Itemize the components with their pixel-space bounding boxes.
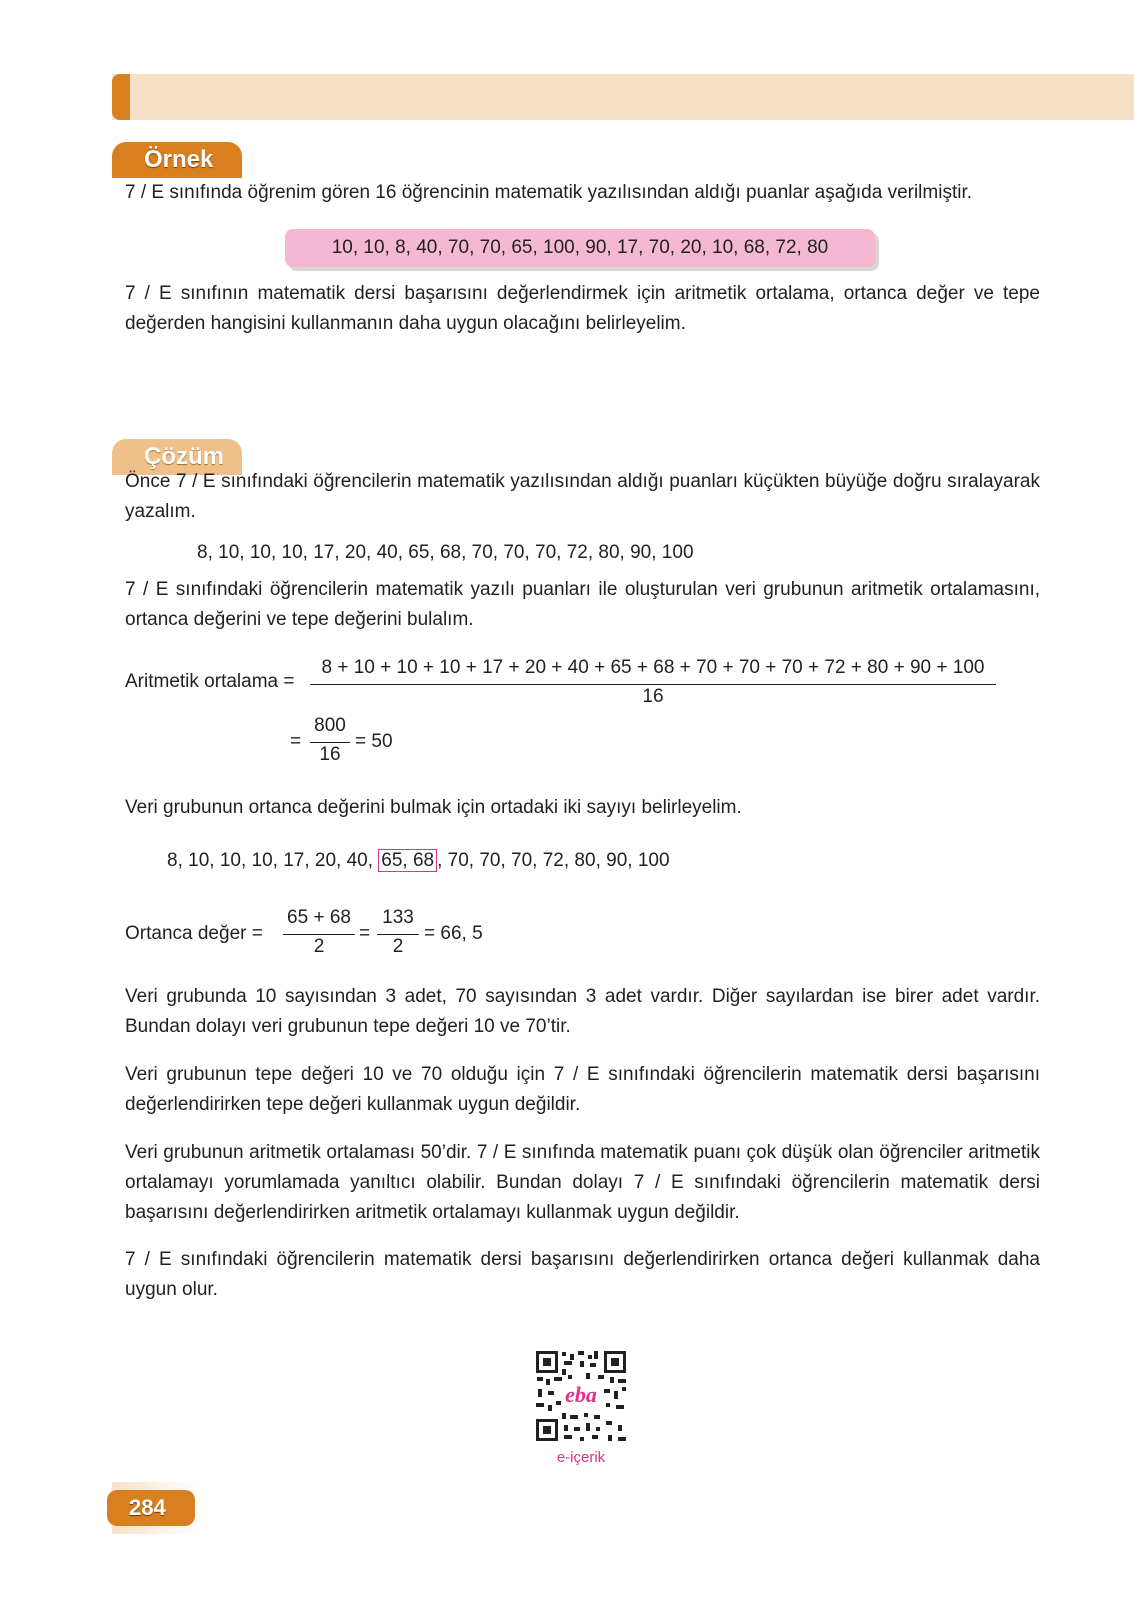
mean-denominator: 16	[642, 686, 664, 707]
solution-p2: 7 / E sınıfındaki öğrencilerin matematik yazılı puanları ile oluşturulan veri grubunun aritmetik ortalamasını, ortanca değerini ve tepe değerini bulalım.	[125, 579, 1040, 630]
solution-p1: Önce 7 / E sınıfındaki öğrencilerin matematik yazılısından aldığı puanları küçükten büyüğe doğru sıralayarak yazalım.	[125, 471, 1040, 522]
page-number: 284	[107, 1490, 195, 1526]
mean-eq-sign: =	[290, 731, 302, 752]
middle-values-highlight: 65, 68	[378, 849, 437, 872]
solution-p3: Veri grubunun ortanca değerini bulmak için ortadaki iki sayıyı belirleyelim.	[125, 797, 742, 818]
median-result: = 66, 5	[424, 923, 483, 944]
median-numerator-2: 133	[382, 907, 414, 928]
sorted-scores: 8, 10, 10, 10, 17, 20, 40, 65, 68, 70, 70, 70, 72, 80, 90, 100	[197, 542, 694, 563]
mean-denominator-2: 16	[319, 744, 341, 765]
solution-p5: Veri grubunun tepe değeri 10 ve 70 olduğu için 7 / E sınıfındaki öğrencilerin matematik dersi başarısını değerlendirirken tepe değeri kullanmak uygun değildir.	[125, 1064, 1040, 1115]
example-intro: 7 / E sınıfında öğrenim gören 16 öğrencinin matematik yazılısından aldığı puanlar aşağıda verilmiştir.	[125, 182, 973, 203]
example-question: 7 / E sınıfının matematik dersi başarısını değerlendirmek için aritmetik ortalama, ortanca değer ve tepe değerden hangisini kullanmanın daha uygun olacağını belirleyelim.	[125, 283, 1040, 334]
median-numerator: 65 + 68	[287, 907, 351, 928]
eba-logo: eba	[565, 1382, 597, 1407]
e-icerik-link[interactable]: e-içerik	[556, 1449, 606, 1466]
mean-numerator: 8 + 10 + 10 + 10 + 17 + 20 + 40 + 65 + 68 + 70 + 70 + 70 + 72 + 80 + 90 + 100	[321, 657, 985, 678]
solution-p6: Veri grubunun aritmetik ortalaması 50’dir. 7 / E sınıfında matematik puanı çok düşük olan öğrenciler aritmetik ortalamayı yorumlamada yanıltıcı olabilir. Bundan dolayı 7 / E sınıfındaki öğrencilerin matematik dersi başarısını değerlendirirken aritmetik ortalamayı kullanmak uygun değildir.	[125, 1142, 1040, 1223]
median-denominator: 2	[313, 936, 325, 957]
mean-label: Aritmetik ortalama =	[125, 671, 295, 692]
sorted-after: , 70, 70, 70, 72, 80, 90, 100	[437, 850, 670, 871]
header-accent	[112, 74, 130, 120]
sorted-scores-highlighted	[167, 849, 670, 873]
solution-tag: Çözüm	[112, 439, 242, 475]
mean-result: = 50	[355, 731, 393, 752]
header-bar	[112, 74, 1134, 120]
example-tag: Örnek	[112, 142, 242, 178]
median-denominator-2: 2	[392, 936, 404, 957]
median-eq-sign: =	[359, 923, 371, 944]
solution-p4: Veri grubunda 10 sayısından 3 adet, 70 sayısından 3 adet vardır. Diğer sayılardan ise birer adet vardır. Bundan dolayı veri grubunun tepe değeri 10 ve 70’tir.	[125, 986, 1040, 1037]
solution-p7: 7 / E sınıfındaki öğrencilerin matematik dersi başarısını değerlendirirken ortanca değeri kullanmak daha uygun olur.	[125, 1249, 1040, 1300]
qr-code-icon[interactable]	[534, 1349, 628, 1443]
mean-numerator-2: 800	[314, 715, 346, 736]
median-label: Ortanca değer =	[125, 923, 263, 944]
scores-box: 10, 10, 8, 40, 70, 70, 65, 100, 90, 17, 70, 20, 10, 68, 72, 80	[285, 229, 875, 267]
sorted-before: 8, 10, 10, 10, 17, 20, 40,	[167, 850, 379, 871]
